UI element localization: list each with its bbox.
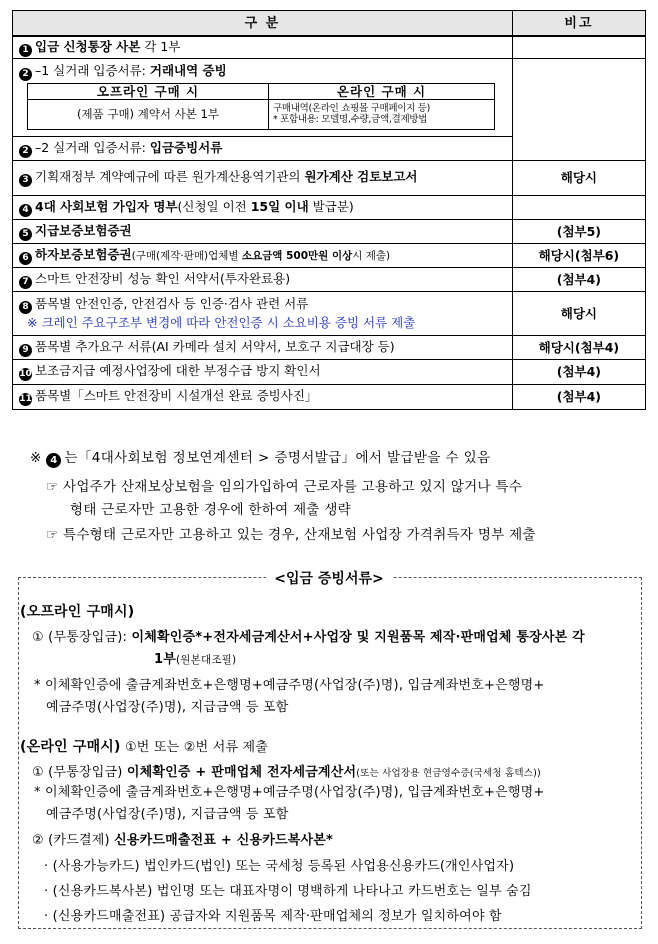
note-mark: ※ [30, 450, 47, 466]
number-badge: 2 [19, 145, 32, 158]
row-8-title: 품목별 안전인증, 안전검사 등 인증·검사 관련 서류 [35, 296, 309, 311]
number-badge: 9 [19, 344, 32, 357]
note-sub-1-line-2: 형태 근로자만 고용한 경우에 한하여 제출 생략 [70, 502, 352, 518]
number-badge: 11 [19, 394, 32, 404]
number-badge: 2 [19, 68, 32, 81]
bullet-3: · (신용카드매출전표) 공급자와 지원품목 제작·판매업체의 정보가 일치하여야 함 [44, 909, 502, 924]
table-row [13, 291, 646, 335]
number-badge: 5 [19, 228, 32, 241]
row-7-title: 스마트 안전장비 성능 확인 서약서(투자완료용) [35, 270, 291, 286]
note-sub-2: ☞ 특수형태 근로자만 고용하고 있는 경우, 산재보험 사업장 가격취득자 명부 제출 [46, 527, 536, 543]
number-badge: 8 [19, 301, 32, 314]
row-2-bold: 거래내역 증빙 [149, 62, 227, 78]
online-item-2 [32, 829, 333, 848]
number-badge: 10 [19, 369, 32, 379]
online-line-2: * 포함내용: 모델명,수량,금액,결제방법 [273, 114, 428, 125]
row-9-remark: 해당시(첨부4) [512, 335, 645, 359]
row-9-title: 품목별 추가요구 서류(AI 카메라 설치 서약서, 보호구 지급대장 등) [35, 338, 395, 354]
header-category: 구 분 [13, 11, 513, 37]
proof-title [0, 568, 658, 588]
offline-item-1-small: (원본대조필) [176, 654, 237, 666]
row-7-text [13, 267, 513, 291]
row-5-remark: (첨부5) [512, 219, 645, 243]
table-row [13, 58, 646, 136]
online-heading-bold: (온라인 구매시) [20, 739, 121, 755]
offline-head: 오프라인 구매 시 [28, 83, 269, 99]
row-3-bold: 원가계산 검토보고서 [304, 169, 418, 184]
row-8-remark: 해당시 [512, 291, 645, 335]
row-4-remark [512, 195, 645, 219]
table-row [13, 195, 646, 219]
row-6-bold: 소요금액 500만원 이상 [241, 249, 353, 262]
note-main [30, 446, 491, 468]
row-10-remark: (첨부4) [512, 359, 645, 384]
number-badge: 4 [46, 453, 61, 468]
row-6-remark: 해당시(첨부6) [512, 243, 645, 267]
row-7-remark: (첨부4) [512, 267, 645, 291]
row-4-detail-end: 발급분) [308, 198, 354, 214]
row-9-text [13, 335, 513, 359]
table-row [13, 335, 646, 359]
row-6-title: 하자보증보험증권 [35, 246, 132, 262]
online-star-line-1: * 이체확인증에 출금계좌번호+은행명+예금주명(사업장(주)명), 입금계좌번호+은행명+ [34, 785, 545, 800]
row-2-title: –1 실거래 입증서류: [35, 62, 150, 78]
table-row [13, 359, 646, 384]
row-5-title: 지급보증보험증권 [35, 222, 132, 238]
row-8-text [13, 291, 513, 335]
row-4-title: 4대 사회보험 가입자 명부 [35, 198, 178, 214]
number-badge: 6 [19, 252, 32, 265]
offline-item-1-bold-2: 1부 [154, 652, 177, 667]
row-10-title: 보조금지급 예정사업장에 대한 부정수급 방지 확인서 [35, 363, 321, 378]
table-row [13, 160, 646, 195]
online-item-1 [32, 761, 541, 780]
online-star-line-2: 예금주명(사업장(주)명), 지급금액 등 포함 [46, 807, 289, 822]
row-2b-bold: 입금증빙서류 [149, 139, 223, 155]
purchase-type-table [27, 83, 495, 130]
bullet-2: · (신용카드복사본) 법인명 또는 대표자명이 명백하게 나타나고 카드번호는 일부 숨김 [44, 884, 532, 899]
row-1-remark [512, 36, 645, 58]
offline-star-line-2: 예금주명(사업장(주)명), 지급금액 등 포함 [46, 700, 289, 715]
row-1-detail: 각 1부 [140, 38, 181, 54]
table-row [13, 267, 646, 291]
row-4-detail: (신청일 이전 [177, 198, 251, 214]
proof-title-text: <입금 증빙서류> [266, 571, 391, 587]
offline-star-note [34, 675, 545, 719]
offline-text: (제품 구매) 계약서 사본 1부 [28, 99, 269, 129]
row-4-text [13, 195, 513, 219]
table-row [13, 219, 646, 243]
offline-item-1 [32, 627, 636, 671]
header-remarks: 비고 [512, 11, 645, 37]
row-1-title: 입금 신청통장 사본 [35, 38, 141, 54]
online-item-2-prefix: ② (카드결제) [32, 833, 115, 848]
table-row [13, 243, 646, 267]
row-2b-text [13, 136, 513, 160]
row-6-detail: (구매(제작·판매)업체별 [131, 249, 242, 262]
row-11-remark: (첨부4) [512, 384, 645, 409]
row-2-text [13, 58, 513, 136]
table-row [13, 384, 646, 409]
online-line-1: 구매내역(온라인 쇼핑몰 구매페이지 등) [273, 103, 431, 114]
online-heading-rest: ①번 또는 ②번 서류 제출 [120, 740, 269, 755]
table-row [13, 36, 646, 58]
note-main-text: 는「4대사회보험 정보연계센터 > 증명서발급」에서 발급받을 수 있음 [64, 450, 491, 466]
row-3-remark: 해당시 [512, 160, 645, 195]
offline-star-line-1: * 이체확인증에 출금계좌번호+은행명+예금주명(사업장(주)명), 입금계좌번호+은행명+ [34, 678, 545, 693]
number-badge: 4 [19, 204, 32, 217]
row-2b-title: –2 실거래 입증서류: [35, 139, 150, 155]
online-item-2-bold: 신용카드매출전표 + 신용카드복사본* [114, 833, 334, 848]
row-2-remark [512, 58, 645, 160]
row-6-text [13, 243, 513, 267]
note-sub-1 [46, 476, 646, 522]
table-header-row [13, 11, 646, 37]
offline-item-1-bold: 이체확인증*+전자세금계산서+사업장 및 지원품목 제작·판매업체 통장사본 각 [131, 630, 585, 645]
bullet-1: · (사용가능카드) 법인카드(법인) 또는 국세청 등록된 사업용신용카드(개인사업자) [44, 859, 515, 874]
online-star-note [34, 782, 545, 826]
row-10-text [13, 359, 513, 384]
row-5-text [13, 219, 513, 243]
row-6-detail-end: 시 제출) [352, 249, 391, 262]
online-text [269, 99, 495, 129]
online-head: 온라인 구매 시 [269, 83, 495, 99]
offline-item-1-prefix: ① (무통장입금): [32, 630, 132, 645]
online-item-1-prefix: ① (무통장입금) [32, 765, 127, 780]
document-table [12, 10, 646, 410]
row-11-text [13, 384, 513, 409]
row-11-title: 품목별「스마트 안전장비 시설개선 완료 증빙사진」 [35, 388, 318, 403]
online-item-1-bold: 이체확인증 + 판매업체 전자세금계산서 [126, 765, 357, 780]
row-3-text [13, 160, 513, 195]
online-item-1-small: (또는 사업장용 현금영수증(국세청 홈텍스)) [356, 768, 541, 779]
online-heading [20, 736, 268, 756]
number-badge: 1 [19, 44, 32, 57]
row-3-title: 기획재정부 계약예규에 따른 원가계산용역기관의 [35, 169, 305, 184]
offline-heading: (오프라인 구매시) [20, 604, 135, 620]
row-8-note: ※ 크레인 주요구조부 변경에 따라 안전인증 시 소요비용 증빙 서류 제출 [27, 315, 416, 330]
number-badge: 7 [19, 276, 32, 289]
number-badge: 3 [19, 174, 32, 187]
note-sub-1-line-1: ☞ 사업주가 산재보상보험을 임의가입하여 근로자를 고용하고 있지 않거나 특수 [46, 479, 523, 495]
row-1-text [13, 36, 513, 58]
row-4-bold: 15일 이내 [250, 198, 309, 214]
